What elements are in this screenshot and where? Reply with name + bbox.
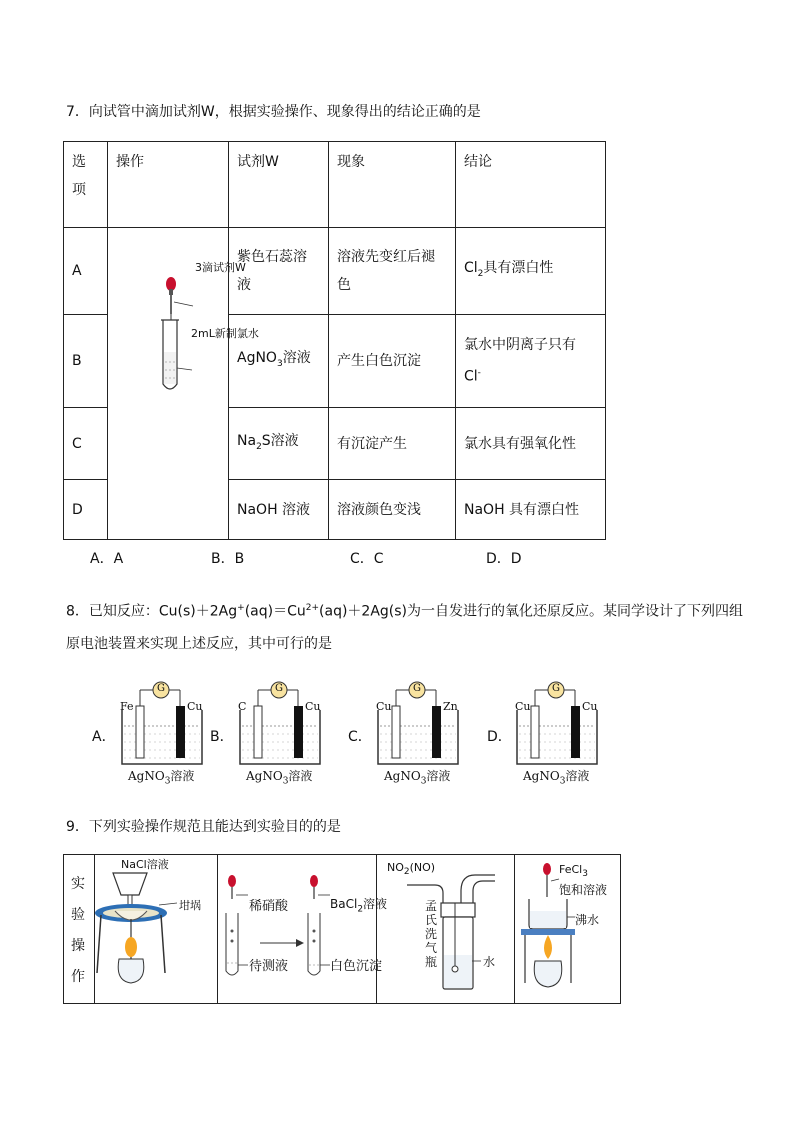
q7-header-conclusion: 结论 [456, 142, 606, 228]
q7-row-c-phenomenon: 有沉淀产生 [329, 408, 456, 480]
flame-icon [125, 937, 137, 957]
q7-row-b-reagent: AgNO$_3$溶液 [229, 315, 329, 408]
dropper-tube-figure [108, 272, 228, 496]
left-electrode-icon [136, 706, 144, 758]
left-electrode-icon [392, 706, 400, 758]
bottle-label: 孟 氏 洗 气 瓶 [425, 899, 438, 969]
solution-label: AgNO$_3$溶液 [246, 769, 313, 787]
saturated-solution-label: 饱和溶液 [559, 883, 608, 897]
evaporation-setup-icon [95, 855, 217, 1003]
galvanic-cell-c [374, 680, 464, 785]
galvanometer-label: G [413, 683, 421, 694]
alcohol-lamp-icon [118, 959, 144, 983]
q9-table [63, 854, 621, 1004]
bacl2-label: BaCl$_2$溶液 [330, 897, 388, 915]
dropper-label: 3滴试剂W [195, 261, 246, 274]
q7-row-a-option: A [64, 228, 108, 315]
q7-header-reagent: 试剂W [229, 142, 329, 228]
fecl3-label: FeCl$_3$ [559, 863, 588, 880]
nacl-label: NaCl溶液 [121, 858, 169, 871]
q7-row-b-phenomenon: 产生白色沉淀 [329, 315, 456, 408]
q7-choice-d[interactable]: D．D [486, 551, 522, 567]
dropper-bulb-icon [166, 277, 176, 291]
right-electrode-label: Cu [582, 700, 598, 713]
q7-row-b-option: B [64, 315, 108, 408]
q7-row-c-option: C [64, 408, 108, 480]
galvanometer-label: G [275, 683, 283, 694]
left-electrode-label: Fe [120, 700, 134, 713]
q8-option-d[interactable]: D． [487, 729, 512, 745]
q7-header-operation: 操作 [108, 142, 229, 228]
galvanic-cell-d [513, 680, 603, 785]
q7-row-b-conclusion: 氯水中阴离子只有 Cl- [456, 315, 606, 408]
solution-label: AgNO$_3$溶液 [523, 769, 590, 787]
q8-option-b[interactable]: B． [210, 729, 234, 745]
right-electrode-label: Cu [187, 700, 203, 713]
no2-label: $NO_2(NO)$ [387, 861, 436, 878]
q7-operation-figure [108, 228, 259, 540]
galvanometer-label: G [157, 683, 165, 694]
q7-table [63, 141, 606, 540]
q7-header-phenomenon: 现象 [329, 142, 456, 228]
q7-row-d-phenomenon: 溶液颜色变浅 [329, 480, 456, 540]
boiling-water-label: 沸水 [575, 913, 600, 927]
left-electrode-icon [254, 706, 262, 758]
left-electrode-label: C [238, 700, 247, 713]
q9-row-header: 实 验 操 作 [64, 855, 95, 1004]
right-electrode-icon [571, 706, 580, 758]
q7-choice-b[interactable]: B．B [211, 551, 245, 567]
q7-choice-c[interactable]: C．C [350, 551, 384, 567]
galvanic-cell-b [236, 680, 326, 785]
galvanometer-label: G [552, 683, 560, 694]
right-electrode-icon [176, 706, 185, 758]
right-electrode-label: Zn [443, 700, 458, 713]
left-electrode-label: Cu [515, 700, 531, 713]
solution-label: AgNO$_3$溶液 [128, 769, 195, 787]
right-electrode-icon [432, 706, 441, 758]
solution-label: AgNO$_3$溶液 [384, 769, 451, 787]
q7-choice-a[interactable]: A．A [90, 551, 124, 567]
q7-row-d-reagent: NaOH 溶液 [229, 480, 329, 540]
q8-option-c[interactable]: C． [348, 729, 372, 745]
q9-stem: 9．下列实验操作规范且能达到实验目的的是 [66, 819, 341, 835]
crucible-label: 坩埚 [179, 899, 201, 912]
q8-option-a[interactable]: A． [92, 729, 116, 745]
q8-stem-line2: 原电池装置来实现上述反应，其中可行的是 [66, 636, 332, 652]
nitric-acid-label: 稀硝酸 [249, 899, 289, 914]
q9-exp2 [218, 855, 388, 1004]
flame-icon [544, 935, 552, 959]
galvanic-cell-a [118, 680, 208, 785]
q7-row-a-conclusion: $Cl_2$具有漂白性 [456, 228, 606, 315]
right-electrode-icon [294, 706, 303, 758]
q7-row-d-conclusion: NaOH 具有漂白性 [456, 480, 606, 540]
q9-exp4 [515, 855, 621, 1004]
tube-label: 2mL新制氯水 [191, 327, 259, 340]
q9-exp3 [377, 855, 515, 1004]
q7-row-a-phenomenon: 溶液先变红后褪色 [329, 228, 456, 315]
right-electrode-label: Cu [305, 700, 321, 713]
funnel-icon [113, 873, 147, 895]
water-label: 水 [483, 955, 496, 969]
precipitate-label: 白色沉淀 [330, 959, 383, 974]
q7-row-c-conclusion: 氯水具有强氧化性 [456, 408, 606, 480]
q7-row-a-reagent: 紫色石蕊溶液 [229, 228, 329, 315]
left-electrode-icon [531, 706, 539, 758]
precipitation-test-icon [218, 855, 376, 1003]
q7-row-d-option: D [64, 480, 108, 540]
alcohol-lamp-icon [534, 961, 562, 987]
q9-exp1 [95, 855, 218, 1004]
q7-stem: 7．向试管中滴加试剂W，根据实验操作、现象得出的结论正确的是 [66, 104, 481, 120]
sample-label: 待测液 [249, 959, 289, 974]
gas-washing-bottle-icon [377, 855, 514, 1003]
left-electrode-label: Cu [376, 700, 392, 713]
q7-header-option: 选项 [64, 142, 108, 228]
q7-row-c-reagent: $Na_2S$溶液 [229, 408, 329, 480]
q8-stem-line1: 8．已知反应：$Cu(s)+2Ag^+(aq)=Cu^{2+}(aq)+2Ag(s)$为一自发进行的氧化还原反应。某同学设计了下列四组 [66, 603, 744, 620]
